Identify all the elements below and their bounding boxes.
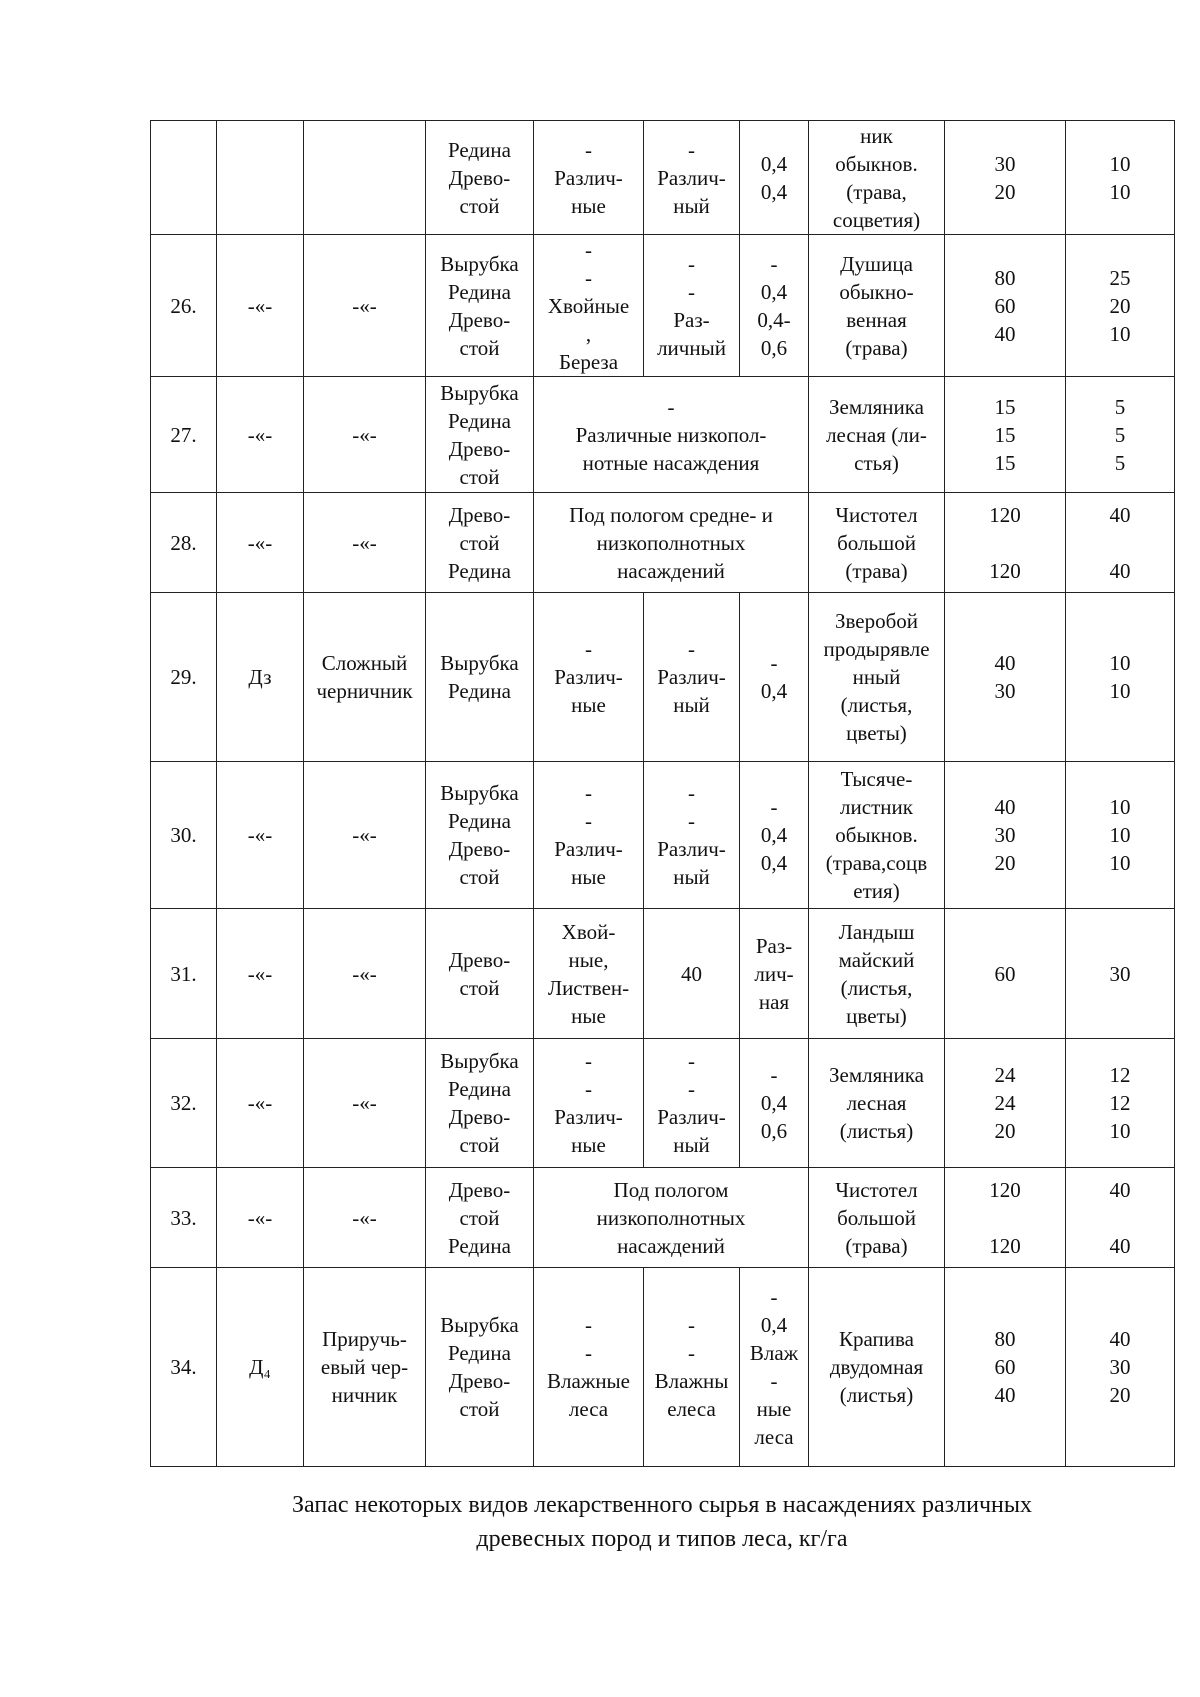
stock-use: 40 30 20 <box>1066 1268 1175 1467</box>
stand-condition: Древо- стой <box>426 909 534 1039</box>
stock-use: 10 10 <box>1066 121 1175 235</box>
table-row <box>151 377 1175 493</box>
tree-species: - - Хвойные , Береза <box>534 235 644 377</box>
stand-condition: Древо- стой Редина <box>426 1168 534 1268</box>
forest-type-code: -«- <box>217 1039 304 1168</box>
plant-name: Ландыш майский (листья, цветы) <box>809 909 945 1039</box>
table-row <box>151 121 1175 235</box>
forest-type <box>304 121 426 235</box>
stand-composition: - Различ- ный <box>644 593 740 762</box>
row-number <box>151 121 217 235</box>
table-row <box>151 909 1175 1039</box>
plant-name: Земляника лесная (ли- стья) <box>809 377 945 493</box>
stand-description: Под пологом низкополнотных насаждений <box>534 1168 809 1268</box>
forest-type-code: Дз <box>217 593 304 762</box>
forest-type-code: -«- <box>217 909 304 1039</box>
stock-max: 120 120 <box>945 493 1066 593</box>
medicinal-plants-table <box>150 120 1175 1467</box>
stand-density: Раз- лич- ная <box>740 909 809 1039</box>
plant-name: Чистотел большой (трава) <box>809 1168 945 1268</box>
tree-species: - - Различ- ные <box>534 762 644 909</box>
stand-density: - 0,4 <box>740 593 809 762</box>
forest-type: -«- <box>304 235 426 377</box>
forest-type-code: -«- <box>217 762 304 909</box>
stock-use: 25 20 10 <box>1066 235 1175 377</box>
plant-name: Крапива двудомная (листья) <box>809 1268 945 1467</box>
stand-density: - 0,4 0,4 <box>740 762 809 909</box>
forest-type: -«- <box>304 1039 426 1168</box>
row-number: 32. <box>151 1039 217 1168</box>
table-row <box>151 1268 1175 1467</box>
plant-name: Тысяче- листник обыкнов. (трава,соцв етия) <box>809 762 945 909</box>
tree-species: - - Влажные леса <box>534 1268 644 1467</box>
stock-max: 40 30 <box>945 593 1066 762</box>
stand-composition: - - Различ- ный <box>644 1039 740 1168</box>
tree-species: Хвой- ные, Листвен- ные <box>534 909 644 1039</box>
stand-condition: Вырубка Редина Древо- стой <box>426 762 534 909</box>
stand-condition: Вырубка Редина Древо- стой <box>426 1039 534 1168</box>
stock-use: 30 <box>1066 909 1175 1039</box>
forest-type-code: -«- <box>217 1168 304 1268</box>
stock-max: 24 24 20 <box>945 1039 1066 1168</box>
stand-density: 0,4 0,4 <box>740 121 809 235</box>
row-number: 28. <box>151 493 217 593</box>
row-number: 29. <box>151 593 217 762</box>
stand-density: - 0,4 0,6 <box>740 1039 809 1168</box>
forest-type: Сложный черничник <box>304 593 426 762</box>
stock-use: 10 10 <box>1066 593 1175 762</box>
stand-density: - 0,4 0,4- 0,6 <box>740 235 809 377</box>
forest-type-code: -«- <box>217 493 304 593</box>
stand-condition: Вырубка Редина Древо- стой <box>426 377 534 493</box>
table-row <box>151 1168 1175 1268</box>
stand-density: - 0,4 Влаж - ные леса <box>740 1268 809 1467</box>
forest-type-code <box>217 121 304 235</box>
stand-composition: 40 <box>644 909 740 1039</box>
row-number: 33. <box>151 1168 217 1268</box>
stand-condition: Древо- стой Редина <box>426 493 534 593</box>
stock-max: 15 15 15 <box>945 377 1066 493</box>
stand-condition: Вырубка Редина <box>426 593 534 762</box>
stock-max: 60 <box>945 909 1066 1039</box>
stand-composition: - - Влажны елеса <box>644 1268 740 1467</box>
forest-type-code: -«- <box>217 377 304 493</box>
stock-max: 40 30 20 <box>945 762 1066 909</box>
table-row <box>151 593 1175 762</box>
table-row <box>151 235 1175 377</box>
stand-condition: Вырубка Редина Древо- стой <box>426 1268 534 1467</box>
forest-type-code: Д₄ <box>217 1268 304 1467</box>
stock-use: 40 40 <box>1066 1168 1175 1268</box>
stock-use: 10 10 10 <box>1066 762 1175 909</box>
table-row <box>151 1039 1175 1168</box>
stock-max: 80 60 40 <box>945 1268 1066 1467</box>
stand-composition: - - Различ- ный <box>644 762 740 909</box>
forest-type: -«- <box>304 493 426 593</box>
forest-type: -«- <box>304 762 426 909</box>
tree-species: - - Различ- ные <box>534 1039 644 1168</box>
stock-max: 120 120 <box>945 1168 1066 1268</box>
table-caption: Запас некоторых видов лекарственного сырья в насаждениях различных древесных пород и типов леса, кг/га <box>292 1492 1032 1552</box>
stand-composition: - Различ- ный <box>644 121 740 235</box>
tree-species: - Различ- ные <box>534 121 644 235</box>
stand-description: - Различные низкопол- нотные насаждения <box>534 377 809 493</box>
row-number: 27. <box>151 377 217 493</box>
plant-name: Душица обыкно- венная (трава) <box>809 235 945 377</box>
row-number: 31. <box>151 909 217 1039</box>
stock-max: 30 20 <box>945 121 1066 235</box>
stand-condition: Редина Древо- стой <box>426 121 534 235</box>
table-row <box>151 762 1175 909</box>
forest-type-code: -«- <box>217 235 304 377</box>
plant-name: Земляника лесная (листья) <box>809 1039 945 1168</box>
plant-name: Чистотел большой (трава) <box>809 493 945 593</box>
forest-type: -«- <box>304 1168 426 1268</box>
stock-use: 12 12 10 <box>1066 1039 1175 1168</box>
stock-use: 5 5 5 <box>1066 377 1175 493</box>
stand-description: Под пологом средне- и низкополнотных насаждений <box>534 493 809 593</box>
row-number: 26. <box>151 235 217 377</box>
stock-max: 80 60 40 <box>945 235 1066 377</box>
row-number: 30. <box>151 762 217 909</box>
plant-name: ник обыкнов. (трава, соцветия) <box>809 121 945 235</box>
plant-name: Зверобой продырявле нный (листья, цветы) <box>809 593 945 762</box>
stand-condition: Вырубка Редина Древо- стой <box>426 235 534 377</box>
forest-type: -«- <box>304 909 426 1039</box>
stock-use: 40 40 <box>1066 493 1175 593</box>
forest-type: Приручь- евый чер- ничник <box>304 1268 426 1467</box>
stand-composition: - - Раз- личный <box>644 235 740 377</box>
forest-type: -«- <box>304 377 426 493</box>
tree-species: - Различ- ные <box>534 593 644 762</box>
row-number: 34. <box>151 1268 217 1467</box>
table-row <box>151 493 1175 593</box>
